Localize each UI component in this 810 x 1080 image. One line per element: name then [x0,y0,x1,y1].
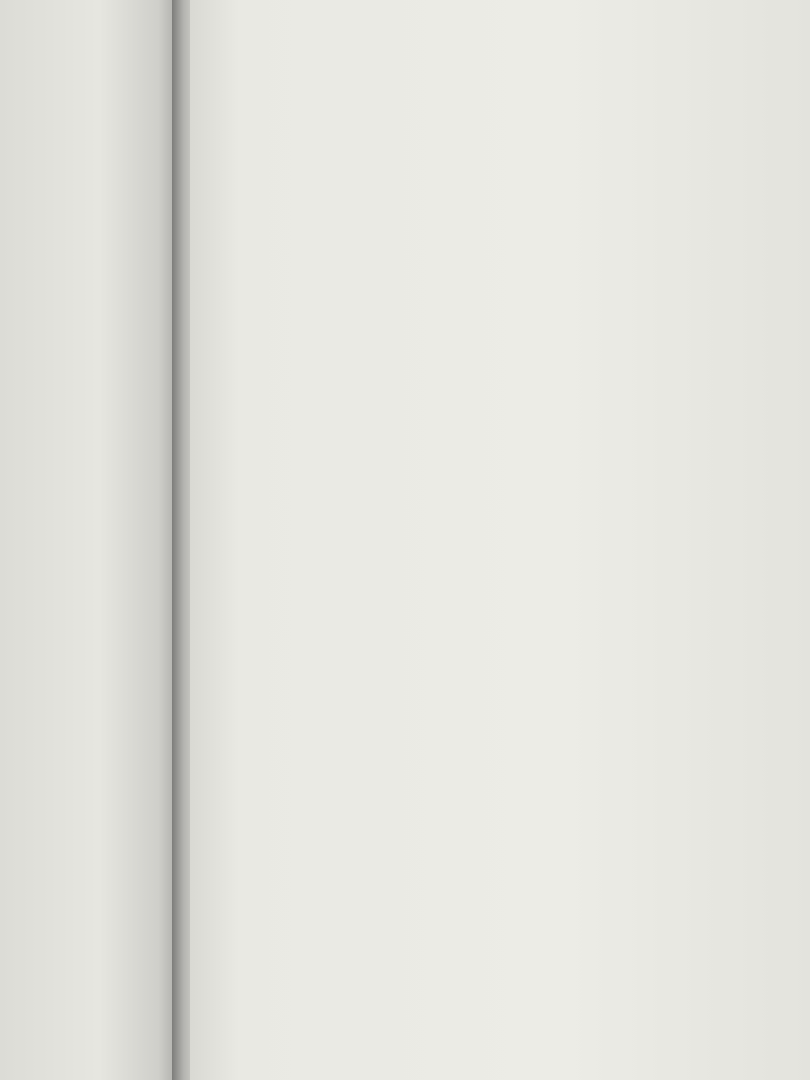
right-page [190,0,810,1080]
left-page [0,0,180,1080]
